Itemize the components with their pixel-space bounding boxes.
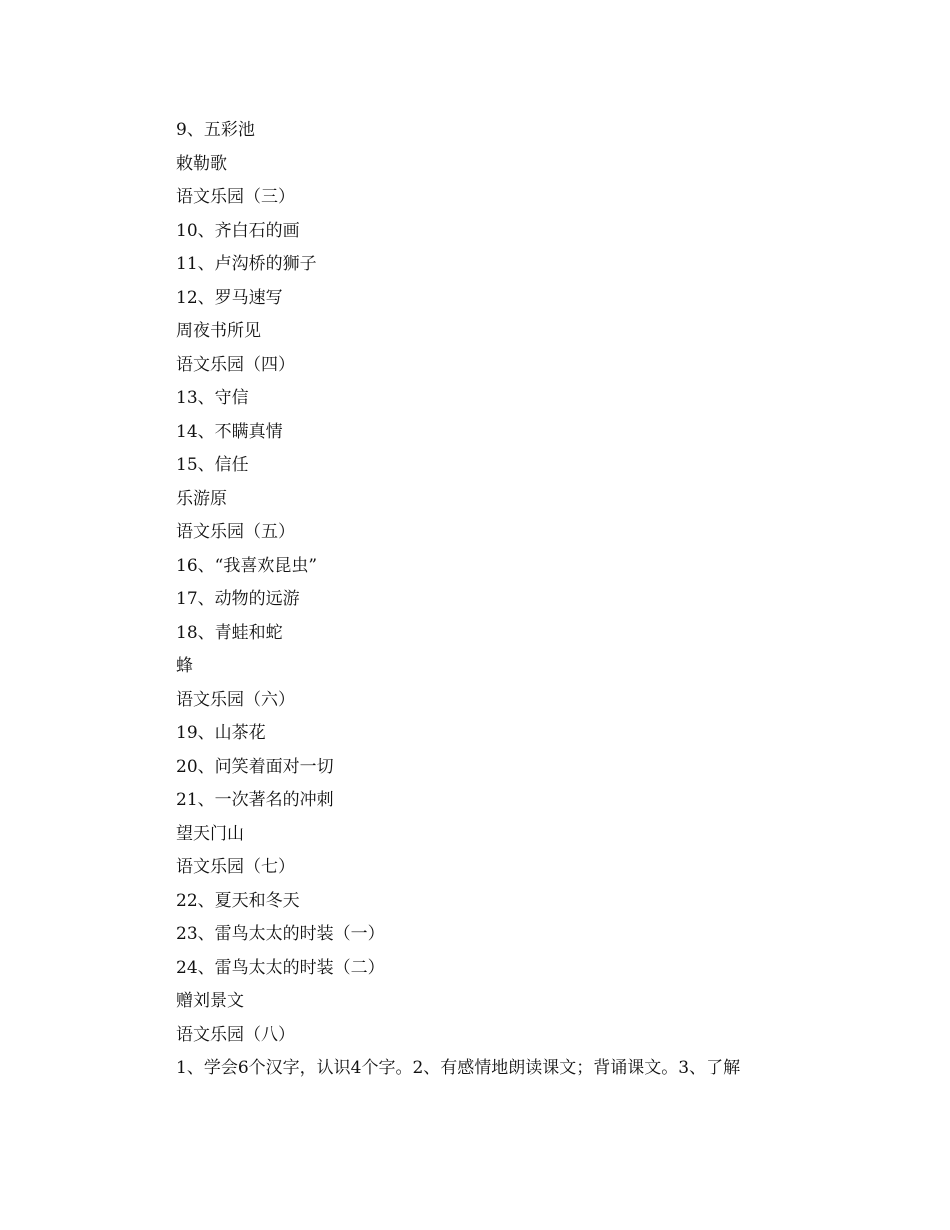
text-line: 22、夏天和冬天 — [176, 890, 300, 911]
text-lines — [176, 117, 876, 1089]
text-line: 19、山茶花 — [176, 723, 266, 743]
text-line: 敕勒歌 — [176, 153, 227, 174]
text-line: 11、卢沟桥的狮子 — [176, 254, 317, 274]
text-line: 12、罗马速写 — [176, 287, 283, 308]
text-line: 乐游原 — [176, 488, 227, 509]
text-line: 23、雷鸟太太的时装（一） — [176, 924, 385, 944]
text-line: 16、“我喜欢昆虫” — [176, 555, 318, 576]
text-line: 20、问笑着面对一切 — [176, 756, 334, 777]
text-line: 18、青蛙和蛇 — [176, 622, 283, 643]
text-line: 15、信任 — [176, 455, 249, 475]
text-line: 24、雷鸟太太的时装（二） — [176, 957, 385, 978]
text-line: 9、五彩池 — [176, 120, 255, 140]
text-line: 周夜书所见 — [176, 321, 261, 341]
text-line: 14、不瞒真情 — [176, 421, 283, 442]
text-line: 蜂 — [176, 656, 193, 676]
text-line: 13、守信 — [176, 388, 249, 408]
text-line: 语文乐园（六） — [176, 689, 295, 710]
text-line: 赠刘景文 — [176, 991, 244, 1011]
text-line: 10、齐白石的画 — [176, 220, 300, 241]
text-line: 语文乐园（八） — [176, 1024, 295, 1045]
text-line: 语文乐园（四） — [176, 354, 295, 375]
text-line: 17、动物的远游 — [176, 589, 300, 609]
text-line: 语文乐园（三） — [176, 187, 295, 207]
text-line: 语文乐园（七） — [176, 857, 295, 877]
text-line: 望天门山 — [176, 823, 244, 844]
text-line: 语文乐园（五） — [176, 522, 295, 542]
text-line: 21、一次著名的冲刺 — [176, 790, 334, 810]
text-line: 1、学会6个汉字，认识4个字。2、有感情地朗读课文；背诵课文。3、了解 — [176, 1058, 741, 1078]
